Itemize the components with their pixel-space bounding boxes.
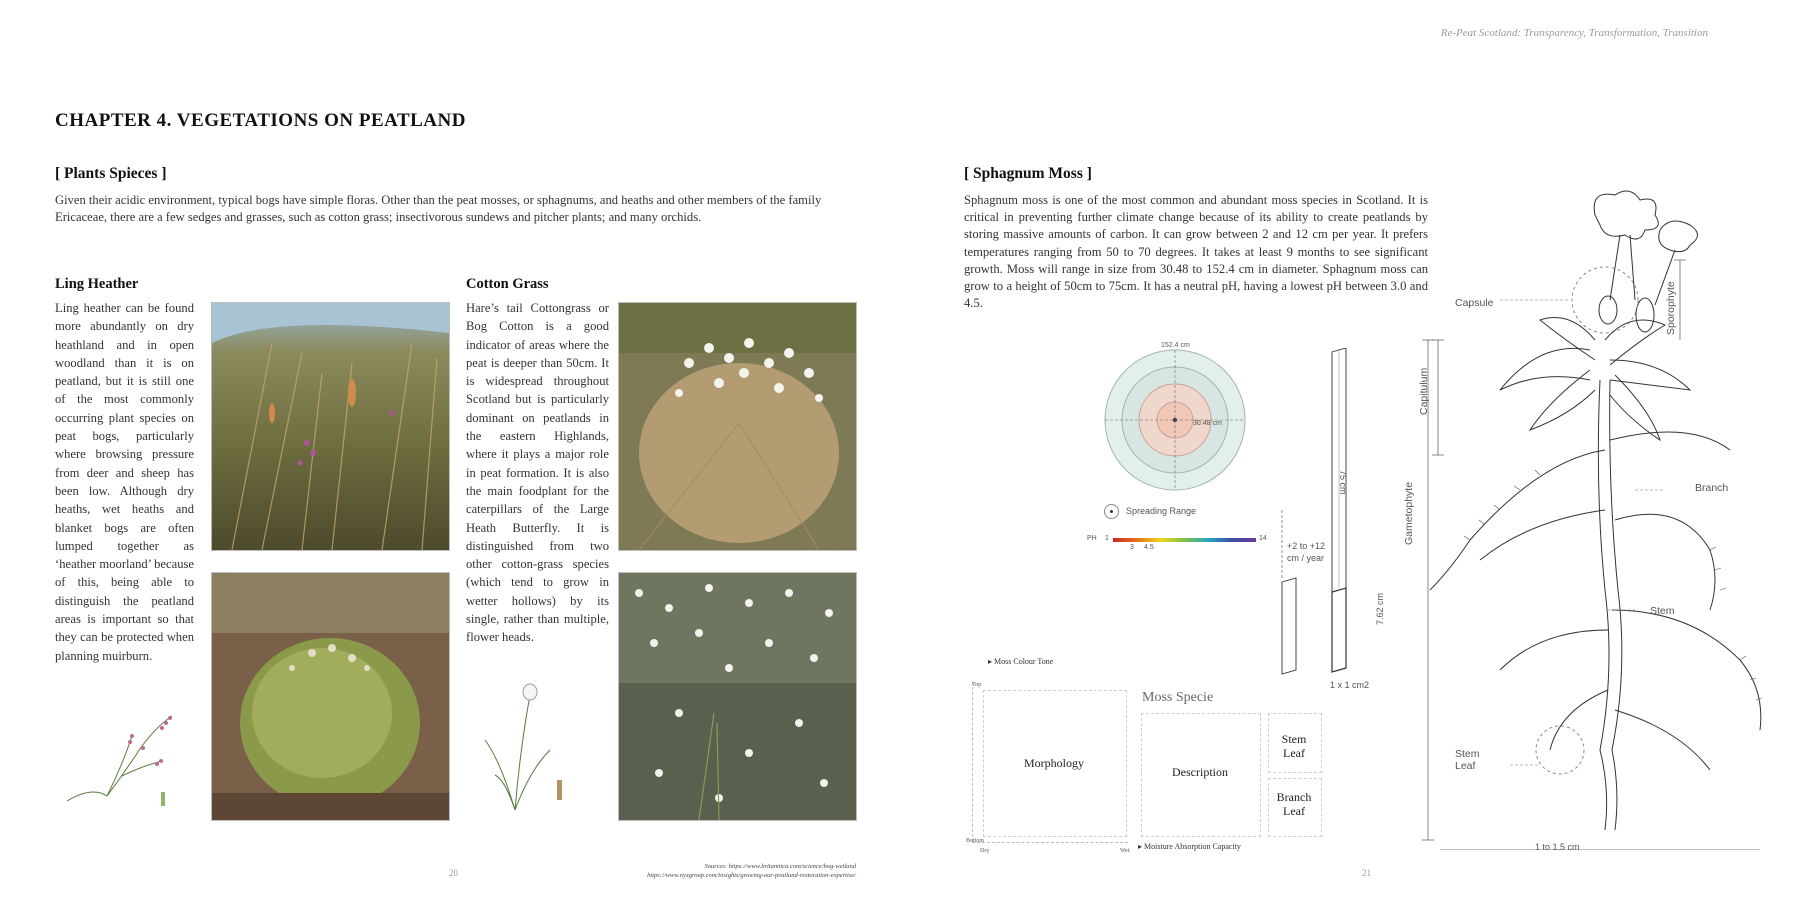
ling-heather-photo-2 [211, 572, 450, 821]
spreading-range-diagram [1100, 345, 1250, 495]
branch-leaf-label: Branch Leaf [1276, 790, 1312, 818]
moisture-label: ▸ Moisture Absorption Capacity [1138, 842, 1241, 851]
ph-low-1: 3 [1130, 544, 1134, 551]
height-label: 75 cm [1338, 470, 1348, 495]
page-number-right: 21 [1362, 868, 1371, 878]
sphagnum-paragraph: Sphagnum moss is one of the most common and abundant moss species in Scotland. It is critical in preventing further climate change because of its ability to create peatlands by storing massive amounts of carbon. It can grow between 2 and 12 cm per year. It prefers temperatures ranging from 50 to 70 degrees. It takes at least 9 months to see significant growth. Moss will range in size from 30.48 to 152.4 cm in diameter. Sphagnum moss can grow to a height of 50cm to 75cm. It has a neutral pH, having a lowest pH between 3.0 and 4.5. [964, 193, 1428, 311]
source-line-1: Sources: https://www.britannica.com/science/bog-wetland [704, 863, 856, 870]
source-line-2: https://www.nyxgroup.com/insights/growing-our-peatland-restoration-expertise/ [647, 872, 856, 879]
spread-outer-label: 152.4 cm [1161, 342, 1190, 349]
base-height-label: 7.62 cm [1375, 592, 1385, 625]
matrix-x-axis [972, 842, 1128, 844]
cotton-grass-photo-1 [618, 302, 857, 551]
ling-heather-photo-1 [211, 302, 450, 551]
ling-heather-illustration [62, 706, 192, 821]
ph-label: PH [1087, 535, 1097, 542]
growth-column-tall [1330, 348, 1352, 676]
sporophyte-label: Sporophyte [1665, 281, 1677, 335]
description-label: Description [1172, 765, 1228, 779]
moss-specie-label: Moss Specie [1142, 690, 1214, 705]
moss-colour-tone-label: ▸ Moss Colour Tone [988, 657, 1054, 666]
cotton-grass-title: Cotton Grass [466, 276, 549, 292]
growth-rate-label: +2 to +12 cm / year [1287, 541, 1326, 563]
cotton-grass-text: Hare’s tail Cottongrass or Bog Cotton is a good indicator of areas where the peat is deeper than 50cm. It is widespread throughout Scotland but is particularly dominant on peatlands in the eastern Highlands, where it plays a major role in peat formation. It is also the main foodplant for the caterpillars of the Large Heath Butterfly. It is distinguished from two other cotton-grass species (which tend to grow in wetter hollows) by its single, rather than multiple, flower heads. [466, 301, 609, 645]
spread-legend-icon [1104, 504, 1119, 519]
cotton-grass-illustration [475, 680, 575, 815]
moisture-text: Moisture Absorption Capacity [1144, 842, 1241, 851]
section-title-plants: [ Plants Spieces ] [55, 165, 167, 182]
axis-bottom-label: Bottom [966, 838, 985, 844]
stem-leaf-label: Stem Leaf [1281, 732, 1307, 760]
morphology-label: Morphology [1024, 756, 1084, 770]
scale-label: 1 to 1.5 cm [1535, 842, 1580, 852]
matrix-y-axis [972, 682, 974, 842]
stem-label: Stem [1650, 605, 1675, 617]
ling-heather-title: Ling Heather [55, 276, 139, 292]
axis-top-label: Top [972, 682, 982, 688]
axis-wet-label: Wet [1120, 848, 1130, 854]
cotton-grass-photo-2 [618, 572, 857, 821]
ph-low-2: 4.5 [1144, 544, 1154, 551]
ling-heather-text: Ling heather can be found more abundantly on dry heathland and in open woodland than it is on peatland, but it is still one of the most commonly occurring plant species on peat bogs, particularly where browsing pressure from deer and sheep has been low. Although dry heaths, wet heaths and blanket bogs are often lumped together as ‘heather moorland’ because of this, being able to distinguish the peatland areas is important so that they can be protected when planning muirburn. [55, 301, 194, 663]
sphagnum-anatomy-illustration [1390, 190, 1770, 850]
axis-dry-label: Dry [980, 848, 990, 854]
spread-inner-label: 30.48 cm [1193, 420, 1222, 427]
ph-min: 1 [1105, 535, 1109, 542]
running-title: Re-Peat Scotland: Transparency, Transformation, Transition [1440, 27, 1708, 39]
gametophyte-label: Gametophyte [1403, 481, 1415, 545]
spread-legend-label: Spreading Range [1126, 506, 1197, 516]
section-title-sphagnum: [ Sphagnum Moss ] [964, 165, 1092, 182]
capitulum-label: Capitulum [1418, 367, 1430, 415]
capsule-label: Capsule [1455, 297, 1494, 309]
sources [600, 862, 856, 880]
chapter-title: CHAPTER 4. VEGETATIONS ON PEATLAND [55, 110, 466, 131]
ph-max: 14 [1259, 535, 1267, 542]
stem-leaf-anatomy-label: Stem Leaf [1455, 748, 1480, 772]
section-size-label: 1 x 1 cm2 [1330, 680, 1370, 690]
ph-gradient-bar [1113, 538, 1256, 542]
growth-column-short [1278, 510, 1298, 675]
branch-label: Branch [1695, 482, 1729, 494]
intro-paragraph: Given their acidic environment, typical bogs have simple floras. Other than the peat mosses, or sphagnums, and heaths and other members of the family Ericaceae, there are a few sedges and grasses, such as cotton grass; insectivorous sundews and pitcher plants; and many orchids. [55, 193, 822, 225]
page-number-left: 20 [449, 868, 458, 878]
moss-colour-tone-text: Moss Colour Tone [994, 657, 1054, 666]
